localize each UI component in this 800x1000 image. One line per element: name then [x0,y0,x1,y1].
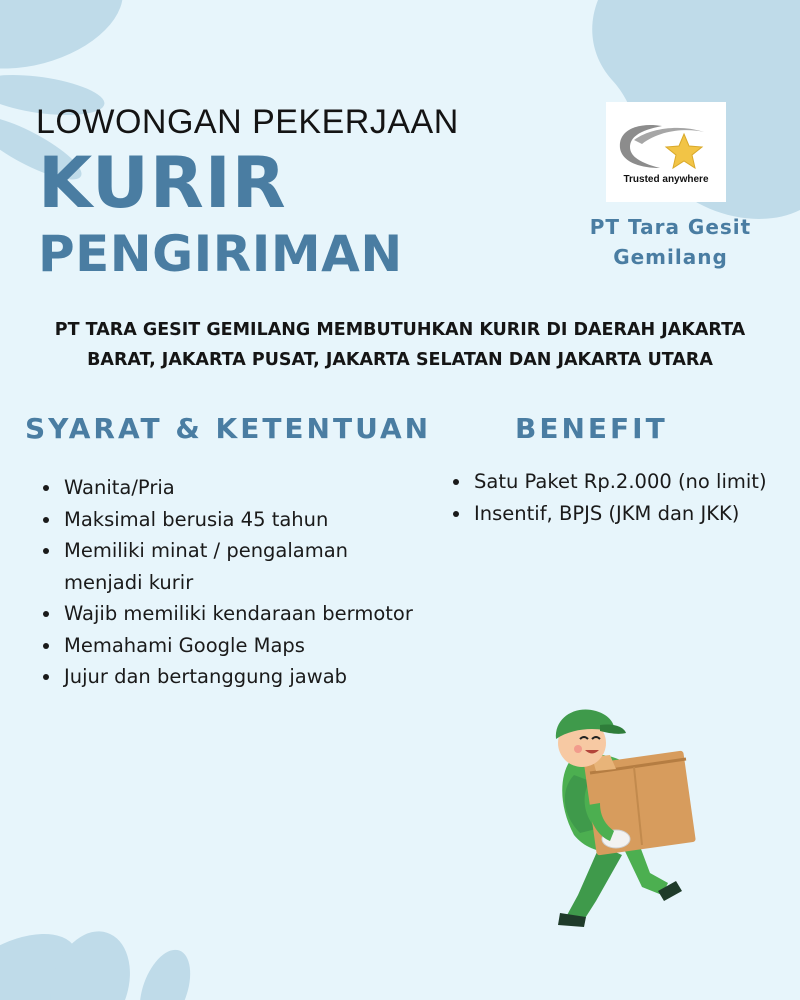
requirements-heading: SYARAT & KETENTUAN [25,412,432,445]
title-kurir: KURIR [38,142,287,224]
courier-cheek [574,745,582,753]
list-item: • Maksimal berusia 45 tahun [62,504,422,536]
company-name: PT Tara Gesit Gemilang [589,215,752,269]
company-logo [606,102,726,202]
list-item: • Wanita/Pria [62,472,422,504]
logo-caption: Trusted anywhere [623,174,709,185]
list-item: • Satu Paket Rp.2.000 (no limit) [472,466,800,498]
parcel-box-icon [584,750,696,855]
list-item: • Memahami Google Maps [62,630,422,662]
star-swoosh-icon [606,102,726,202]
cap-brim [600,724,626,733]
title-pengiriman: PENGIRIMAN [38,225,403,283]
list-item: • Jujur dan bertanggung jawab [62,661,422,693]
blob-top-left [0,0,136,88]
benefit-heading: BENEFIT [515,412,668,445]
intro-text: PT TARA GESIT GEMILANG MEMBUTUHKAN KURIR DI DAERAH JAKARTA BARAT, JAKARTA PUSAT, JAKARTA SELATAN DAN JAKARTA UTARA [54,320,746,370]
courier-back-leg [566,845,622,923]
list-item: • Insentif, BPJS (JKM dan JKK) [472,498,800,530]
requirements-list [40,472,422,693]
list-item: • Wajib memiliki kendaraan bermotor [62,598,422,630]
title-lowongan: LOWONGAN PEKERJAAN [36,103,459,141]
benefit-list [450,466,800,529]
courier-illustration [530,695,710,935]
list-item: • Memiliki minat / pengalaman menjadi kurir [62,535,422,598]
leaf-bottom-3 [130,943,200,1000]
